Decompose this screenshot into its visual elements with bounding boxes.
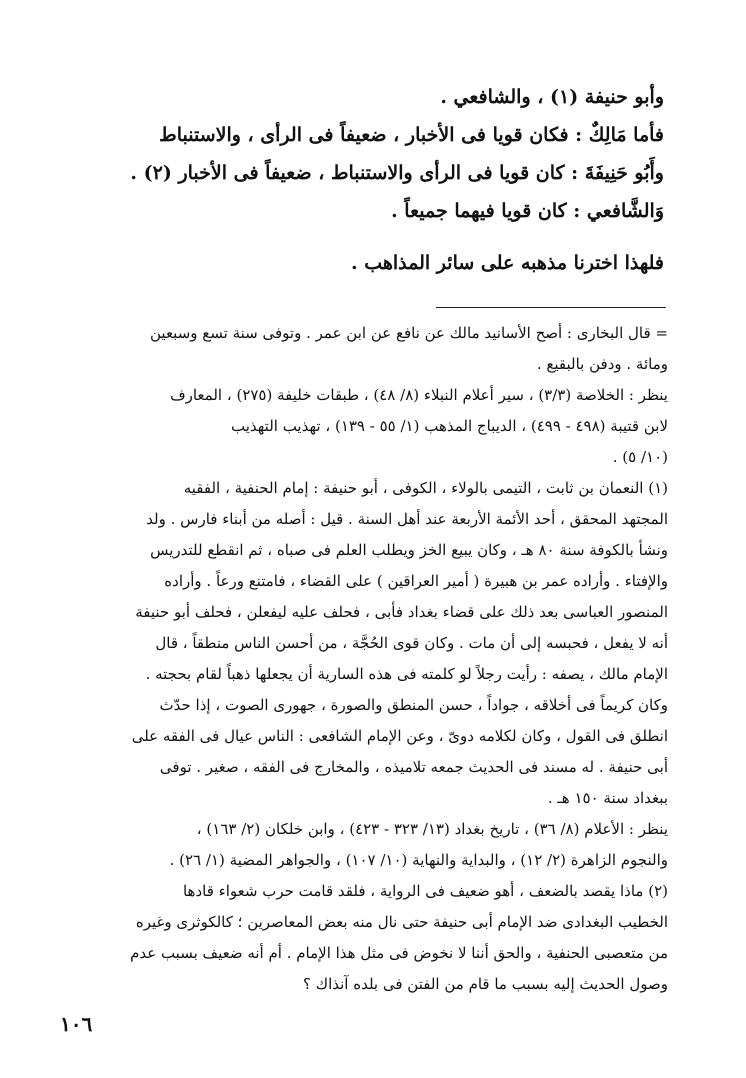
main-text (80, 78, 664, 282)
footnote-line: (١٠/ ٥) . (612, 448, 668, 466)
footnote-line: ونشأ بالكوفة سنة ٨٠ هـ ، وكان يبيع الخز ويطلب العلم فى صباه ، ثم انقطع للتدريس (150, 541, 668, 559)
footnote-line: والإفتاء . وأراده عمر بن هبيرة ( أمير العراقين ) على القضاء ، فامتنع ورعاً . وأراده (164, 572, 668, 590)
page-number: ١٠٦ (60, 1012, 93, 1036)
footnote-line: (١) النعمان بن ثابت ، التيمى بالولاء ، الكوفى ، أبو حنيفة : إمام الحنفية ، الفقيه (183, 479, 668, 497)
footnote-line: (٢) ماذا يقصد بالضعف ، أهو ضعيف فى الرواية ، فلقد قامت حرب شعواء قادها (182, 882, 668, 900)
footnote-line: ينظر : الأعلام (٨/ ٣٦) ، تاريخ بغداد (١٣/ ٣٢٣ - ٤٢٣) ، وابن خلكان (٢/ ١٦٣) ، (196, 820, 668, 838)
footnote-line: الخطيب البغدادى ضد الإمام أبى حنيفة حتى نال منه بعض المعاصرين ؛ كالكوثرى وغيره (135, 913, 668, 931)
footnote-line: ينظر : الخلاصة (٣/٣) ، سير أعلام النبلاء (٨/ ٤٨) ، طبقات خليفة (٢٧٥) ، المعارف (170, 386, 668, 404)
footnote-line: من متعصبى الحنفية ، والحق أننا لا نخوض فى مثل هذا الإمام . أم أنه ضعيف بسبب عدم (130, 944, 668, 962)
footnotes (62, 318, 668, 1000)
footnote-line: انطلق فى القول ، وكان لكلامه دوىّ ، وعن الإمام الشافعى : الناس عيال فى الفقه على (131, 727, 668, 745)
main-line: فأما مَالِكٌ : فكان قويا فى الأخبار ، ضعيفاً فى الرأى ، والاستنباط (159, 124, 664, 146)
footnote-line: المنصور العباسى بعد ذلك على قضاء بغداد فأبى ، فحلف عليه ليفعلن ، فحلف أبو حنيفة (135, 603, 668, 621)
footnote-line: المجتهد المحقق ، أحد الأئمة الأربعة عند أهل السنة . قيل : أصله من أبناء فارس . ولد (146, 510, 668, 528)
footnote-line: وكان كريماً فى أخلاقه ، جواداً ، حسن المنطق والصورة ، جهورى الصوت ، إذا حدّث (159, 696, 668, 714)
main-line: وأبو حنيفة (١) ، والشافعي . (440, 86, 664, 108)
main-line: وَالشَّافعي : كان قويا فيهما جميعاً . (391, 200, 664, 222)
footnote-line: لابن قتيبة (٤٩٨ - ٤٩٩) ، الديباج المذهب (١/ ٥٥ - ١٣٩) ، تهذيب التهذيب (230, 417, 668, 435)
main-line: فلهذا اخترنا مذهبه على سائر المذاهب . (350, 252, 664, 274)
main-line: وأَبُو حَنِيفَةَ : كان قويا فى الرأى والاستنباط ، ضعيفاً فى الأخبار (٢) . (130, 162, 664, 184)
footnote-line: أبى حنيفة . له مسند فى الحديث جمعه تلاميذه ، والمخارج فى الفقه ، صغير . توفى (159, 758, 668, 776)
footnote-separator (436, 307, 666, 308)
footnote-line: وصول الحديث إليه بسبب ما قام من الفتن فى بلده آنذاك ؟ (302, 975, 668, 993)
footnote-line: الإمام مالك ، يصفه : رأيت رجلاً لو كلمته فى هذه السارية أن يجعلها ذهباً لقام بحجته . (145, 665, 668, 683)
footnote-line: أنه لا يفعل ، فحبسه إلى أن مات . وكان قوى الحُجَّة ، من أحسن الناس منطقاً ، قال (155, 634, 668, 652)
footnote-line: والنجوم الزاهرة (٢/ ١٢) ، والبداية والنهاية (١٠/ ١٠٧) ، والجواهر المضية (١/ ٢٦) . (169, 851, 668, 869)
footnote-line: = قال البخارى : أصح الأسانيد مالك عن نافع عن ابن عمر . وتوفى سنة تسع وسبعين (150, 324, 668, 342)
footnote-line: ببغداد سنة ١٥٠ هـ . (547, 789, 668, 807)
footnote-line: ومائة . ودفن بالبقيع . (536, 355, 668, 373)
